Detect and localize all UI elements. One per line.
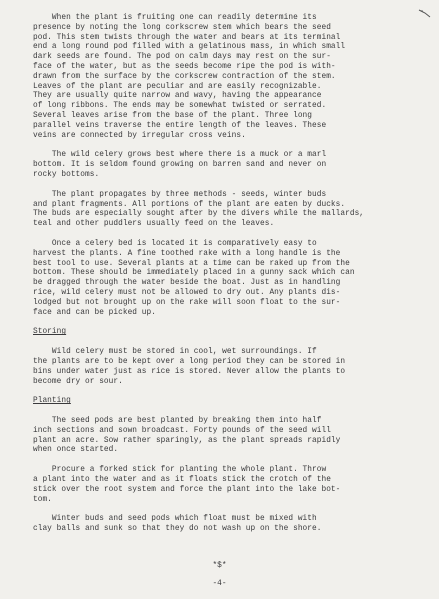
paragraph-propagation: The plant propagates by three methods - seeds, winter buds and plant fragments. All portions of the plant are eaten by ducks. The buds are especially sought after by the divers while the mallards, teal and other puddlers usually feed on the leaves. xyxy=(33,190,365,229)
section-heading-storing: Storing xyxy=(33,328,67,337)
section-separator: *$* xyxy=(212,562,227,570)
text-body xyxy=(33,14,425,545)
paragraph-planting-seeds: The seed pods are best planted by breaking them into half inch sections and sown broadcast. Forty pounds of the seed will plant an acre. Sow rather sparingly, as the plant spreads rapidly when once started. xyxy=(33,417,341,455)
paragraph-harvesting: Once a celery bed is located it is comparatively easy to harvest the plants. A fine toothed rake with a long handle is the best tool to use. Several plants at a time can be raked up from the bottom. These should be immediately placed in a gunny sack which can be dragged through the water beside the boat. Just as in handling rice, wild celery must not be allowed to dry out. Any plants dis- lodged but not brought up on the rake will soon float to the sur- face and can be picked up. xyxy=(33,239,355,317)
section-heading-planting: Planting xyxy=(33,397,71,406)
paragraph-habitat: The wild celery grows best where there is a muck or a marl bottom. It is seldom found growing on barren sand and never on rocky bottoms. xyxy=(33,151,327,179)
paragraph-fruiting: When the plant is fruiting one can readily determine its presence by noting the long corkscrew stem which bears the seed pod. This stem twists through the water and bears at its terminal end a long round pod filled with a gelatinous mass, in which small dark seeds are found. The pod on calm days may rest on the sur- face of the water, but as the seeds become ripe the pod is with- drawn from the surface by the corkscrew contraction of the stem. Leaves of the plant are peculiar and are easily recognizable. They are usually quite narrow and wavy, having the appearance of long ribbons. The ends may be somewhat twisted or serrated. Several leaves arise from the base of the plant. Three long parallel veins traverse the entire length of the leaves. These veins are connected by irregular cross veins. xyxy=(33,14,346,140)
paragraph-planting-winter-buds: Winter buds and seed pods which float must be mixed with clay balls and sunk so that they do not wash up on the shore. xyxy=(33,515,322,534)
paragraph-storing: Wild celery must be stored in cool, wet surroundings. If the plants are to be kept over a long period they can be stored in bins under water just as rice is stored. Never allow the plants to become dry or sour. xyxy=(33,348,346,386)
page-number: -4- xyxy=(212,580,227,588)
paragraph-planting-forked-stick: Procure a forked stick for planting the whole plant. Throw a plant into the water and as it floats stick the crotch of the stick over the root system and force the plant into the lake bot- tom. xyxy=(33,466,341,504)
